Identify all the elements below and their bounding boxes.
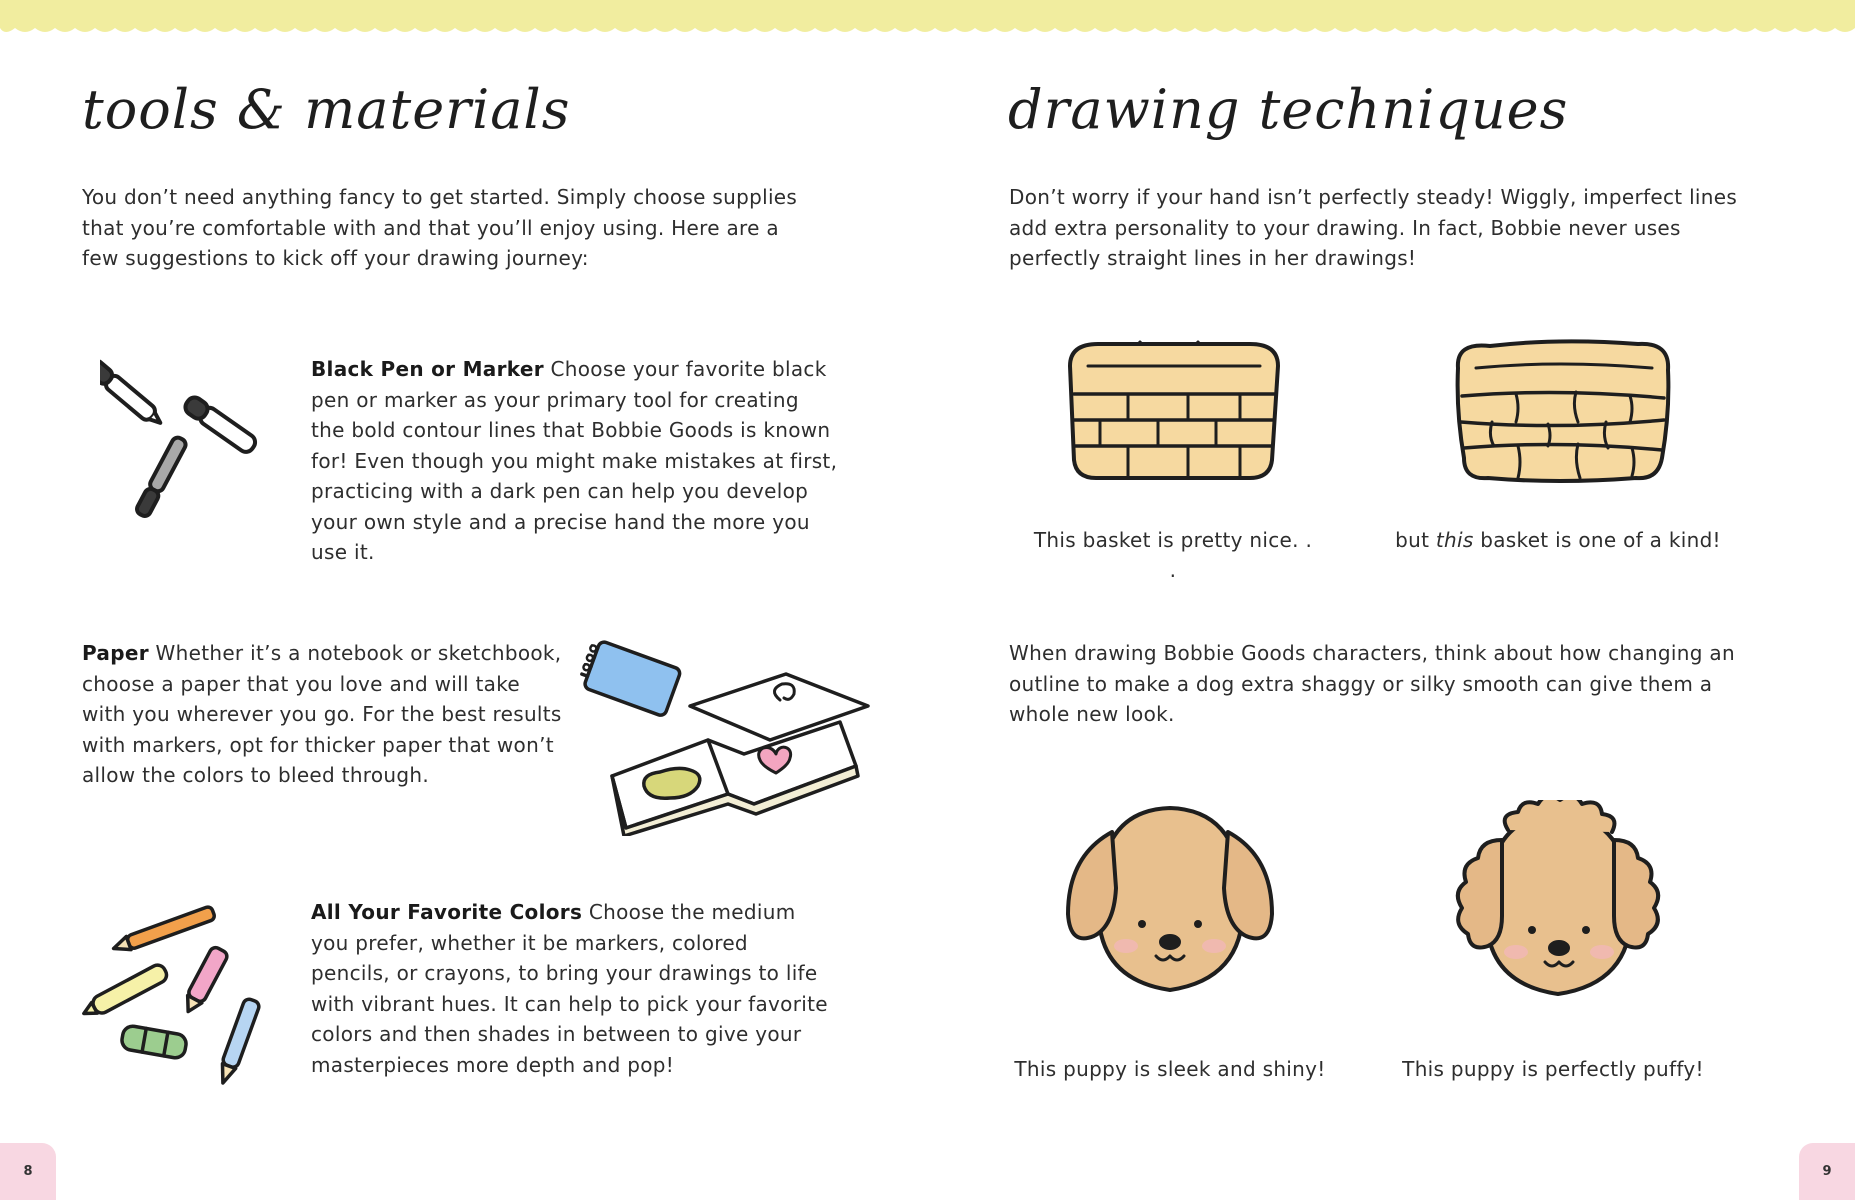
- dog-caption-puffy: This puppy is perfectly puffy!: [1402, 1057, 1704, 1081]
- colors-paragraph: [311, 897, 831, 1080]
- basket-wobbly-illustration: [1448, 322, 1678, 492]
- basket-caption-wobbly: [1388, 525, 1728, 555]
- tools-materials-title: tools & materials: [82, 78, 571, 141]
- dog-puffy-illustration: [1448, 800, 1668, 1010]
- page-number-left: 8: [0, 1143, 56, 1200]
- dog-caption-sleek: This puppy is sleek and shiny!: [1014, 1057, 1326, 1081]
- left-page: [0, 0, 927, 1200]
- right-page: [928, 0, 1855, 1200]
- dog-paragraph: When drawing Bobbie Goods characters, think about how changing an outline to make a dog extra shaggy or silky smooth can give them a whole new look.: [1009, 641, 1735, 726]
- pens-illustration: [100, 350, 290, 540]
- paper-text: Whether it’s a notebook or sketchbook, choose a paper that you love and will take with you wherever you go. For the best results with markers, opt for thicker paper that won’t allow the colors to bleed through.: [82, 641, 562, 787]
- paper-heading: Paper: [82, 641, 149, 665]
- basket-caption-neat: This basket is pretty nice. . .: [1033, 528, 1313, 582]
- colors-text: Choose the medium you prefer, whether it be markers, colored pencils, or crayons, to bring your drawings to life with vibrant hues. It can help to pick your favorite colors and then shades in between to give your masterpieces more depth and pop!: [311, 900, 828, 1077]
- dog-sleek-illustration: [1060, 796, 1280, 1006]
- colored-pencils-illustration: [72, 896, 272, 1096]
- colors-heading: All Your Favorite Colors: [311, 900, 583, 924]
- techniques-intro-paragraph: Don’t worry if your hand isn’t perfectly steady! Wiggly, imperfect lines add extra personality to your drawing. In fact, Bobbie never uses perfectly straight lines in her drawings!: [1009, 185, 1738, 270]
- pen-marker-text: Choose your favorite black pen or marker as your primary tool for creating the bold contour lines that Bobbie Goods is known for! Even though you might make mistakes at first, practicing with a dark pen can help you develop your own style and a precise hand the more you use it.: [311, 357, 838, 564]
- tools-intro-paragraph: You don’t need anything fancy to get started. Simply choose supplies that you’re comfortable with and that you’ll enjoy using. Here are a few suggestions to kick off your drawing journey:: [82, 185, 798, 270]
- page-number-right: 9: [1799, 1143, 1855, 1200]
- drawing-techniques-title: drawing techniques: [1008, 78, 1569, 141]
- basket-neat-illustration: [1058, 322, 1288, 492]
- basket-caption-wobbly-start: but: [1395, 528, 1436, 552]
- basket-caption-wobbly-end: basket is one of a kind!: [1473, 528, 1721, 552]
- paper-paragraph: [82, 638, 562, 791]
- pen-marker-heading: Black Pen or Marker: [311, 357, 544, 381]
- basket-caption-wobbly-emphasis: this: [1435, 528, 1474, 552]
- pen-marker-paragraph: [311, 354, 839, 568]
- paper-notebook-illustration: [578, 636, 878, 836]
